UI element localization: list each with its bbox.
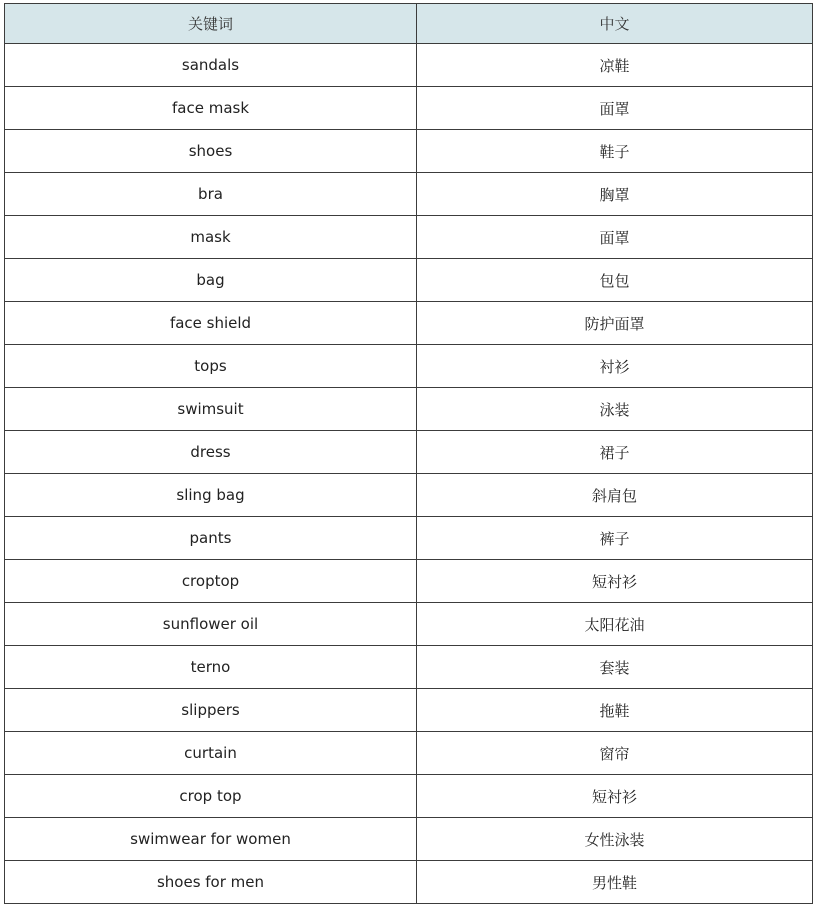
header-chinese: 中文 xyxy=(417,4,813,44)
chinese-cell: 面罩 xyxy=(417,216,813,259)
chinese-cell: 鞋子 xyxy=(417,130,813,173)
table-row xyxy=(5,388,813,431)
keyword-cell: bag xyxy=(5,259,417,302)
keyword-cell: pants xyxy=(5,517,417,560)
table-row xyxy=(5,775,813,818)
chinese-cell: 男性鞋 xyxy=(417,861,813,904)
table-row xyxy=(5,603,813,646)
chinese-cell: 拖鞋 xyxy=(417,689,813,732)
keyword-cell: tops xyxy=(5,345,417,388)
keyword-cell: dress xyxy=(5,431,417,474)
table-row xyxy=(5,130,813,173)
table-row xyxy=(5,474,813,517)
keyword-cell: curtain xyxy=(5,732,417,775)
header-keyword: 关键词 xyxy=(5,4,417,44)
chinese-cell: 裤子 xyxy=(417,517,813,560)
chinese-cell: 套装 xyxy=(417,646,813,689)
chinese-cell: 女性泳装 xyxy=(417,818,813,861)
keyword-cell: sandals xyxy=(5,44,417,87)
chinese-cell: 斜肩包 xyxy=(417,474,813,517)
keyword-cell: swimsuit xyxy=(5,388,417,431)
keyword-cell: face mask xyxy=(5,87,417,130)
chinese-cell: 包包 xyxy=(417,259,813,302)
table-row xyxy=(5,87,813,130)
table-row xyxy=(5,560,813,603)
table-row xyxy=(5,431,813,474)
table-row xyxy=(5,302,813,345)
chinese-cell: 太阳花油 xyxy=(417,603,813,646)
table-row xyxy=(5,689,813,732)
table-row xyxy=(5,861,813,904)
keyword-cell: slippers xyxy=(5,689,417,732)
keyword-cell: face shield xyxy=(5,302,417,345)
chinese-cell: 面罩 xyxy=(417,87,813,130)
table-row xyxy=(5,345,813,388)
chinese-cell: 胸罩 xyxy=(417,173,813,216)
table-row xyxy=(5,517,813,560)
keyword-table xyxy=(4,3,813,904)
keyword-cell: mask xyxy=(5,216,417,259)
chinese-cell: 短衬衫 xyxy=(417,775,813,818)
table-row xyxy=(5,732,813,775)
table-row xyxy=(5,259,813,302)
table-row xyxy=(5,44,813,87)
keyword-cell: bra xyxy=(5,173,417,216)
chinese-cell: 防护面罩 xyxy=(417,302,813,345)
chinese-cell: 裙子 xyxy=(417,431,813,474)
keyword-cell: terno xyxy=(5,646,417,689)
keyword-cell: crop top xyxy=(5,775,417,818)
table-row xyxy=(5,646,813,689)
keyword-cell: croptop xyxy=(5,560,417,603)
chinese-cell: 泳装 xyxy=(417,388,813,431)
header-row xyxy=(5,4,813,44)
table-row xyxy=(5,818,813,861)
chinese-cell: 窗帘 xyxy=(417,732,813,775)
keyword-cell: shoes for men xyxy=(5,861,417,904)
table-row xyxy=(5,216,813,259)
chinese-cell: 衬衫 xyxy=(417,345,813,388)
keyword-cell: sunflower oil xyxy=(5,603,417,646)
chinese-cell: 短衬衫 xyxy=(417,560,813,603)
chinese-cell: 凉鞋 xyxy=(417,44,813,87)
table-row xyxy=(5,173,813,216)
keyword-cell: sling bag xyxy=(5,474,417,517)
keyword-cell: swimwear for women xyxy=(5,818,417,861)
keyword-cell: shoes xyxy=(5,130,417,173)
keyword-table-container xyxy=(4,3,813,904)
table-body xyxy=(5,44,813,904)
